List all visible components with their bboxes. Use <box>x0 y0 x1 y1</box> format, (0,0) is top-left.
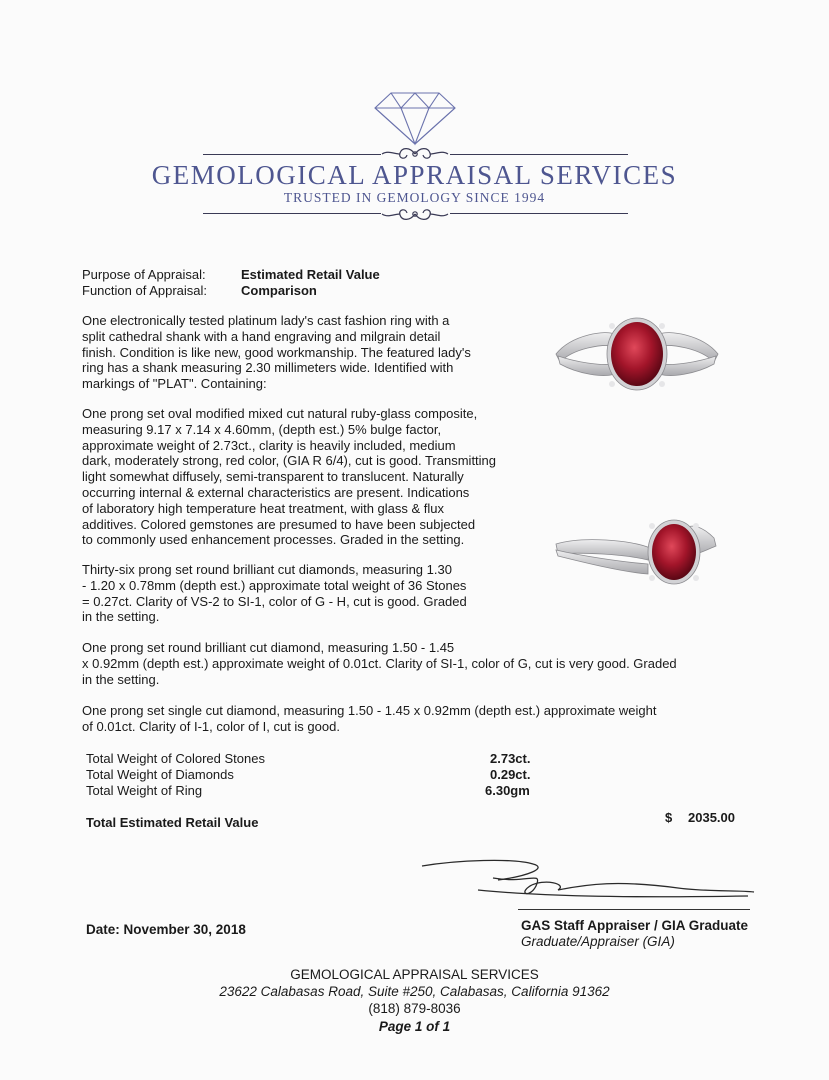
ring-description-line: One electronically tested platinum lady's cast fashion ring with a <box>82 313 450 328</box>
ruby-description-line: approximate weight of 2.73ct., clarity is heavily included, medium <box>82 437 456 453</box>
retail-value-label: Total Estimated Retail Value <box>86 815 259 830</box>
ruby-description-line: light somewhat diffusely, semi-transparent to translucent. Naturally <box>82 469 464 485</box>
diamond-round-line: x 0.92mm (depth est.) approximate weight of 0.01ct. Clarity of SI-1, color of G, cut is very good. Graded <box>82 655 677 671</box>
appraiser-subtitle: Graduate/Appraiser (GIA) <box>521 934 675 949</box>
appraiser-title: GAS Staff Appraiser / GIA Graduate <box>521 918 749 933</box>
total-ring-label: Total Weight of Ring <box>86 783 203 798</box>
ruby-description-line: additives. Colored gemstones are presumed to have been subjected <box>82 516 476 532</box>
footer-address: 23622 Calabasas Road, Suite #250, Calabasas, California 91362 <box>219 984 610 999</box>
scroll-ornament-bottom-icon <box>380 205 450 223</box>
ring-description <box>82 313 471 392</box>
diamond-round-line: One prong set round brilliant cut diamond, measuring 1.50 - 1.45 <box>82 640 455 655</box>
header-top-rule-right <box>450 154 628 155</box>
page-number: Page 1 of 1 <box>378 1019 451 1034</box>
purpose-value: Estimated Retail Value <box>241 267 380 282</box>
company-name: GEMOLOGICAL APPRAISAL SERVICES <box>151 160 678 190</box>
diamond-single-line: of 0.01ct. Clarity of I-1, color of I, cut is good. <box>82 718 340 734</box>
diamond-round-line: in the setting. <box>82 671 160 687</box>
footer-phone: (818) 879-8036 <box>368 1001 461 1016</box>
retail-amount: 2035.00 <box>688 810 735 825</box>
retail-currency: $ <box>665 810 673 825</box>
header-bottom-rule-right <box>450 213 628 214</box>
ruby-description-line: occurring internal & external characteristics are present. Indications <box>82 484 470 500</box>
purpose-label: Purpose of Appraisal: <box>82 267 206 282</box>
total-ring-value: 6.30gm <box>485 783 530 798</box>
ruby-description-line: of laboratory high temperature heat treatment, with glass & flux <box>82 500 445 516</box>
total-diamonds-value: 0.29ct. <box>490 767 531 782</box>
ruby-description-line: measuring 9.17 x 7.14 x 4.60mm, (depth est.) 5% bulge factor, <box>82 421 442 437</box>
ring-description-line: ring has a shank measuring 2.30 millimeters wide. Identified with <box>82 360 454 376</box>
ruby-description-line: dark, moderately strong, red color, (GIA R 6/4), cut is good. Transmitting <box>82 453 497 469</box>
diamond-single-line: One prong set single cut diamond, measuring 1.50 - 1.45 x 0.92mm (depth est.) approximate weight <box>82 703 657 718</box>
ruby-description-line: to commonly used enhancement processes. Graded in the setting. <box>82 532 465 548</box>
ring-description-line: markings of "PLAT". Containing: <box>82 376 267 392</box>
diamonds-36-line: = 0.27ct. Clarity of VS-2 to SI-1, color of G - H, cut is good. Graded <box>82 593 467 609</box>
diamonds-36-line: in the setting. <box>82 609 160 625</box>
ring-description-line: split cathedral shank with a hand engraving and milgrain detail <box>82 328 441 344</box>
signature-graphic <box>418 850 758 910</box>
report-date: Date: November 30, 2018 <box>86 922 246 937</box>
diamond-round-description <box>82 640 677 687</box>
ring-photo-side <box>552 512 722 592</box>
ruby-description-line: One prong set oval modified mixed cut natural ruby-glass composite, <box>82 406 478 421</box>
diamonds-36-line: - 1.20 x 0.78mm (depth est.) approximate total weight of 36 Stones <box>82 577 467 593</box>
header-bottom-rule <box>203 213 381 214</box>
function-label: Function of Appraisal: <box>82 283 208 298</box>
total-colored-value: 2.73ct. <box>490 751 531 766</box>
diamond-logo-icon <box>373 90 457 146</box>
diamonds-36-line: Thirty-six prong set round brilliant cut diamonds, measuring 1.30 <box>82 562 452 577</box>
diamonds-36-description <box>82 562 467 625</box>
ring-photo-front <box>552 312 722 402</box>
header-top-rule <box>203 154 381 155</box>
footer-company: GEMOLOGICAL APPRAISAL SERVICES <box>290 967 539 982</box>
function-value: Comparison <box>241 283 317 298</box>
ruby-description <box>82 406 496 548</box>
total-diamonds-label: Total Weight of Diamonds <box>86 767 234 782</box>
signature-line <box>518 909 750 910</box>
ring-description-line: finish. Condition is like new, good workmanship. The featured lady's <box>82 344 471 360</box>
total-colored-label: Total Weight of Colored Stones <box>86 751 265 766</box>
diamond-single-description <box>82 703 656 735</box>
company-tagline: TRUSTED IN GEMOLOGY SINCE 1994 <box>283 190 546 205</box>
